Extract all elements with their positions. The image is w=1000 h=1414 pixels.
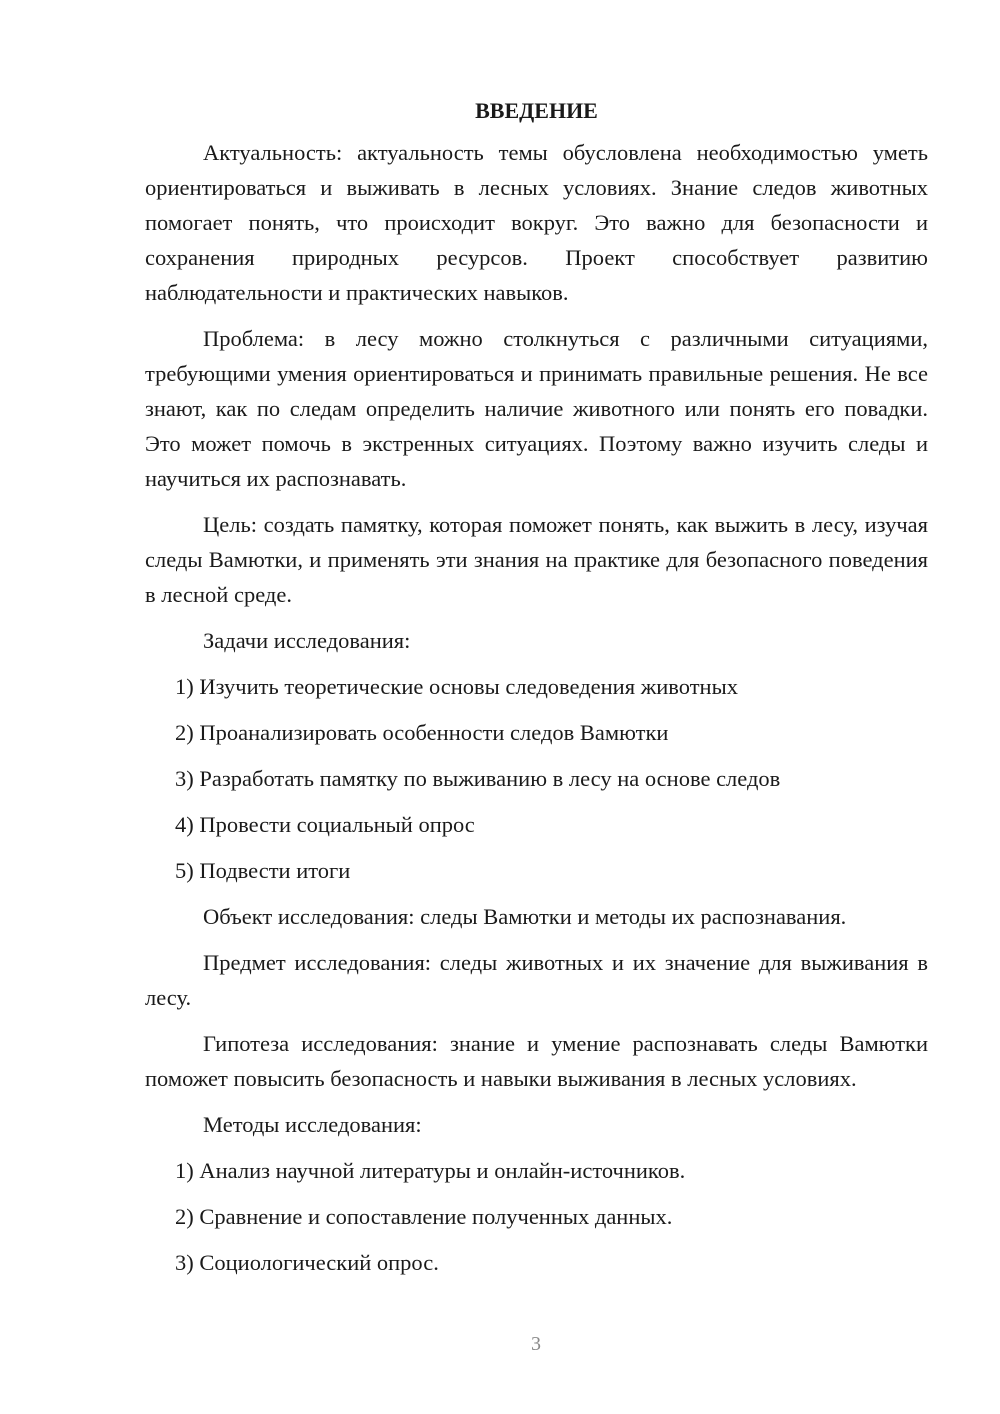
subject-paragraph: Предмет исследования: следы животных и их значение для выживания в лесу. <box>145 950 928 1010</box>
methods-heading: Методы исследования: <box>203 1112 422 1137</box>
object-paragraph: Объект исследования: следы Вамютки и методы их распознавания. <box>203 904 847 929</box>
tasks-list <box>145 669 928 888</box>
page-number: 3 <box>531 1333 541 1355</box>
problem-paragraph: Проблема: в лесу можно столкнуться с различными ситуациями, требующими умения ориентироваться и принимать правильные решения. Не все знают, как по следам определить наличие животного или понять его повадки. Это может помочь в экстренных ситуациях. Поэтому важно изучить следы и научиться их распознавать. <box>145 326 928 491</box>
method-item: 1) Анализ научной литературы и онлайн-источников. <box>175 1158 686 1183</box>
section-title: ВВЕДЕНИЕ <box>475 98 598 123</box>
document-body <box>145 96 928 1291</box>
task-item: 2) Проанализировать особенности следов Вамютки <box>175 720 669 745</box>
relevance-paragraph: Актуальность: актуальность темы обусловлена необходимостью уметь ориентироваться и выживать в лесных условиях. Знание следов животных помогает понять, что происходит вокруг. Это важно для безопасности и сохранения природных ресурсов. Проект способствует развитию наблюдательности и практических навыков. <box>145 140 928 305</box>
goal-paragraph: Цель: создать памятку, которая поможет понять, как выжить в лесу, изучая следы Вамютки, и применять эти знания на практике для безопасного поведения в лесной среде. <box>145 512 928 607</box>
task-item: 3) Разработать памятку по выживанию в лесу на основе следов <box>175 766 781 791</box>
task-item: 5) Подвести итоги <box>175 858 351 883</box>
method-item: 2) Сравнение и сопоставление полученных данных. <box>175 1204 673 1229</box>
tasks-heading: Задачи исследования: <box>203 628 411 653</box>
method-item: 3) Социологический опрос. <box>175 1250 439 1275</box>
task-item: 1) Изучить теоретические основы следоведения животных <box>175 674 738 699</box>
methods-list <box>145 1153 928 1280</box>
task-item: 4) Провести социальный опрос <box>175 812 475 837</box>
hypothesis-paragraph: Гипотеза исследования: знание и умение распознавать следы Вамютки поможет повысить безопасность и навыки выживания в лесных условиях. <box>145 1031 928 1091</box>
